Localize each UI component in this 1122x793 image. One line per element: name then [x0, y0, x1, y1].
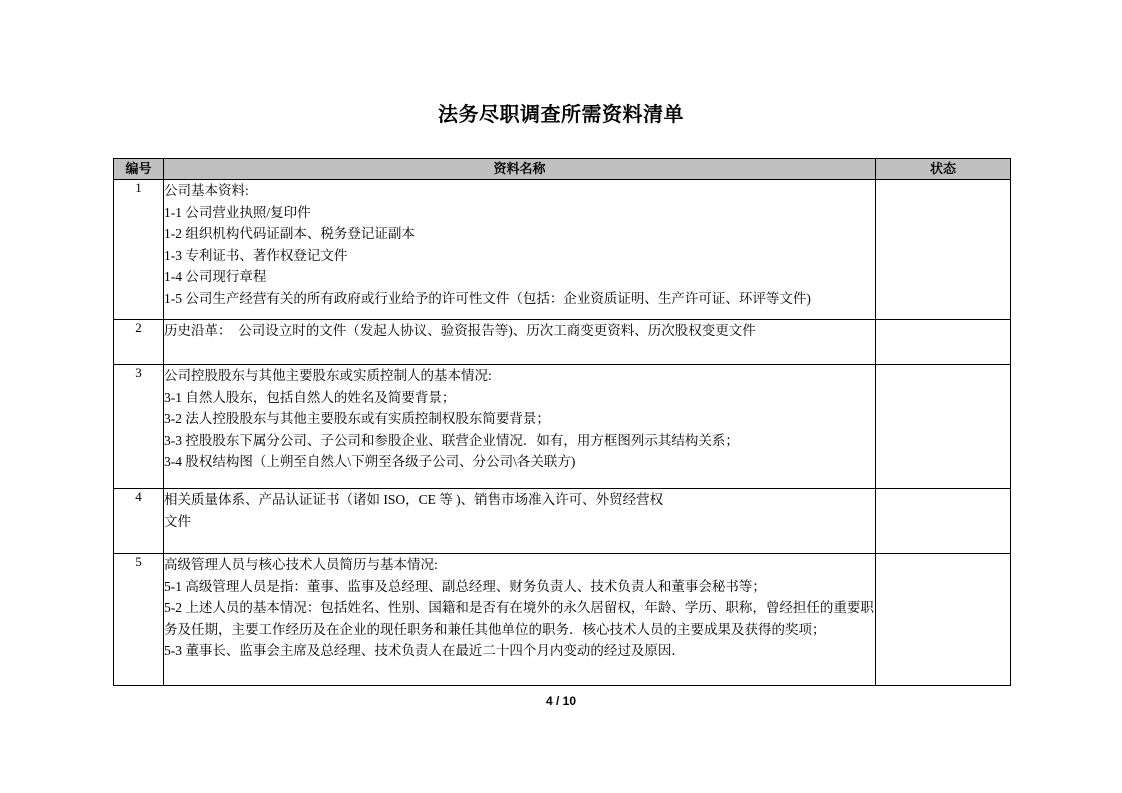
table-body	[114, 180, 1011, 686]
content-line: 1-5 公司生产经营有关的所有政府或行业给予的许可性文件（包括：企业资质证明、生产许可证、环评等文件)	[164, 290, 811, 306]
row-number: 4	[114, 489, 164, 554]
row-number: 3	[114, 365, 164, 489]
content-line: 1-2 组织机构代码证副本、税务登记证副本	[164, 226, 415, 241]
table-row	[114, 489, 1011, 554]
row-content	[164, 554, 876, 686]
content-line: 5-1 高级管理人员是指：董事、监事及总经理、副总经理、财务负责人、技术负责人和董事会秘书等；	[164, 578, 766, 594]
row-content	[164, 365, 876, 489]
content-line: 3-1 自然人股东，包括自然人的姓名及简要背景；	[164, 389, 456, 405]
content-line: 3-4 股权结构图（上朔至自然人\下朔至各级子公司、分公司\各关联方)	[164, 454, 576, 469]
row-content	[164, 320, 876, 365]
content-line: 历史沿革： 公司设立时的文件（发起人协议、验资报告等)、历次工商变更资料、历次股权变更文件	[164, 323, 756, 338]
column-header-status: 状态	[876, 159, 1011, 180]
table-row	[114, 554, 1011, 686]
content-line: 1-4 公司现行章程	[164, 269, 267, 284]
row-status[interactable]	[876, 365, 1011, 489]
requirements-table-container	[113, 158, 1010, 686]
table-row	[114, 180, 1011, 320]
row-number: 5	[114, 554, 164, 686]
table-header	[114, 159, 1011, 180]
column-header-no: 编号	[114, 159, 164, 180]
content-line: 3-2 法人控股股东与其他主要股东或有实质控制权股东简要背景；	[164, 411, 550, 426]
table-row	[114, 320, 1011, 365]
content-line: 1-3 专利证书、著作权登记文件	[164, 247, 348, 263]
content-line: 公司控股股东与其他主要股东或实质控制人的基本情况:	[164, 368, 492, 383]
requirements-table	[113, 158, 1011, 686]
content-line: 公司基本资料:	[164, 183, 249, 198]
content-line: 5-3 董事长、监事会主席及总经理、技术负责人在最近二十四个月内变动的经过及原因．	[164, 643, 685, 658]
column-header-name: 资料名称	[164, 159, 876, 180]
row-status[interactable]	[876, 554, 1011, 686]
row-number: 1	[114, 180, 164, 320]
row-number: 2	[114, 320, 164, 365]
row-status[interactable]	[876, 489, 1011, 554]
content-line: 相关质量体系、产品认证证书（诸如 ISO，CE 等 )、销售市场准入许可、外贸经营权	[164, 492, 664, 507]
content-line: 3-3 控股股东下属分公司、子公司和参股企业、联营企业情况．如有，用方框图列示其结构关系；	[164, 432, 739, 448]
table-row	[114, 365, 1011, 489]
page-title: 法务尽职调查所需资料清单	[438, 104, 684, 126]
content-line: 文件	[164, 513, 191, 529]
row-content	[164, 180, 876, 320]
row-content	[164, 489, 876, 554]
page-footer: 4 / 10	[545, 694, 577, 708]
content-line: 高级管理人员与核心技术人员简历与基本情况:	[164, 557, 438, 572]
row-status[interactable]	[876, 320, 1011, 365]
table-header-row	[114, 159, 1011, 180]
content-line: 1-1 公司营业执照/复印件	[164, 204, 311, 220]
row-status[interactable]	[876, 180, 1011, 320]
content-line: 5-2 上述人员的基本情况：包括姓名、性别、国籍和是否有在境外的永久居留权，年龄、学历、职称，曾经担任的重要职务及任期，主要工作经历及在企业的现任职务和兼任其他单位的职务．核心技术人员的主要成果及获得的奖项；	[164, 600, 874, 637]
